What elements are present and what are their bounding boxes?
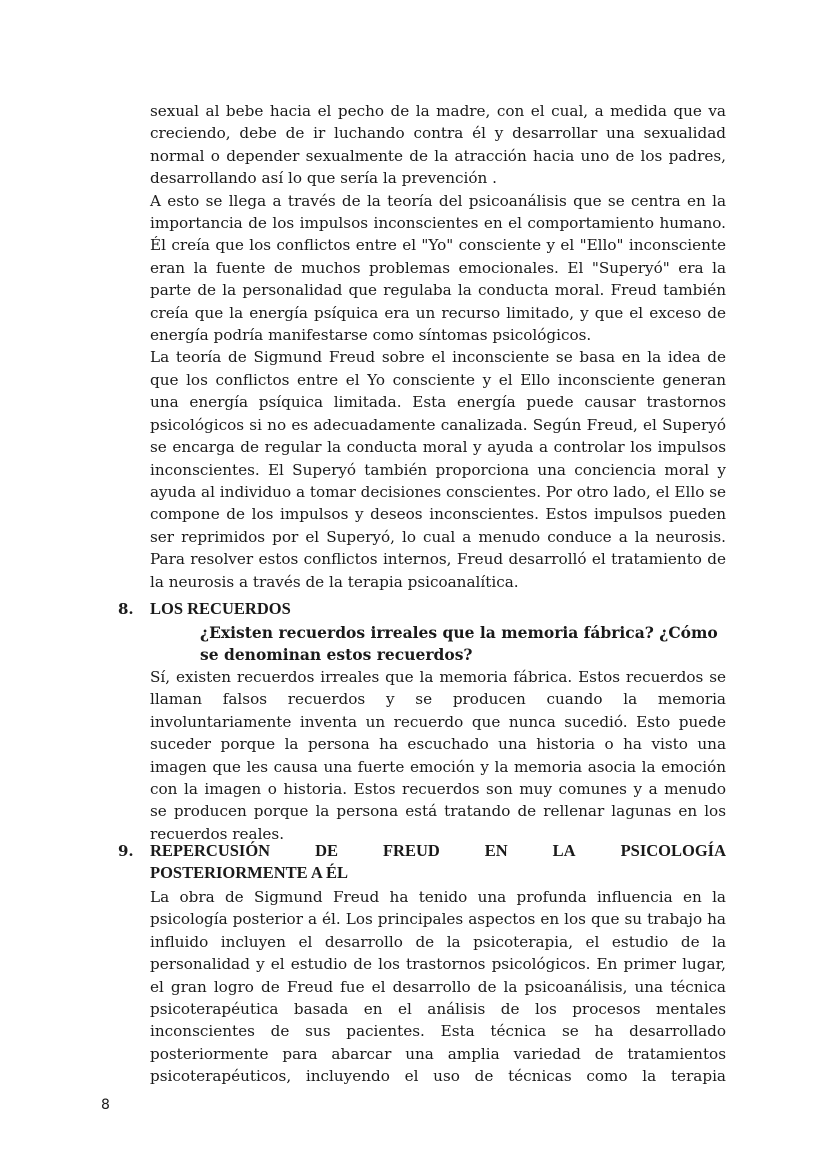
paragraph-freud-influence: La obra de Sigmund Freud ha tenido una profunda influencia en la psicología posterior a él. Los principales aspectos en los que su trabajo ha influido incluyen el desarrollo de la psicoterapia, el estudio de la personalidad y el estudio de los trastornos psicológicos. En primer lugar, el gran logro de Freud fue el desarrollo de la psicoanálisis, una técnica psicoterapéutica basada en el análisis de los procesos mentales inconscientes de sus pacientes. Esta técnica se ha desarrollado posteriormente para abarcar una amplia variedad de tratamientos psicoterapéuticos, incluyendo el uso de técnicas como la terapia bbox=[150, 888, 726, 1086]
section-9-title-line-2: POSTERIORMENTE A ÉL bbox=[150, 863, 349, 882]
paragraph-continuation: sexual al bebe hacia el pecho de la madre, con el cual, a medida que va creciendo, debe de ir luchando contra él y desarrollar una sexualidad normal o depender sexualmente de la atracción hacia uno de los padres, desarrollando así lo que sería la prevención . bbox=[150, 102, 726, 188]
title-word: LA bbox=[552, 841, 576, 860]
section-9-body bbox=[150, 886, 726, 1088]
section-8-answer bbox=[150, 666, 726, 845]
intro-text-block bbox=[150, 100, 726, 593]
title-word: FREUD bbox=[382, 841, 440, 860]
paragraph-false-memories: Sí, existen recuerdos irreales que la memoria fábrica. Estos recuerdos se llaman falsos recuerdos y se producen cuando la memoria involuntariamente inventa un recuerdo que nunca sucedió. Esto puede suceder porque la persona ha escuchado una historia o ha visto una imagen que les causa una fuerte emoción y la memoria asocia la emoción con la imagen o historia. Estos recuerdos son muy comunes y a menudo se producen porque la persona está tratando de rellenar lagunas en los recuerdos reales. bbox=[150, 668, 726, 843]
title-word: REPERCUSIÓN bbox=[150, 841, 271, 860]
title-word: DE bbox=[315, 841, 338, 860]
section-9-number: 9. bbox=[118, 842, 134, 860]
section-8-title: LOS RECUERDOS bbox=[150, 599, 291, 618]
paragraph-unconscious-theory: La teoría de Sigmund Freud sobre el inconsciente se basa en la idea de que los conflictos entre el Yo consciente y el Ello inconsciente generan una energía psíquica limitada. Esta energía puede causar trastornos psicológicos si no es adecuadamente canalizada. Según Freud, el Superyó se encarga de regular la conducta moral y ayuda a controlar los impulsos inconscientes. El Superyó también proporciona una conciencia moral y ayuda al individuo a tomar decisiones conscientes. Por otro lado, el Ello se compone de los impulsos y deseos inconscientes. Estos impulsos pueden ser reprimidos por el Superyó, lo cual a menudo conduce a la neurosis. Para resolver estos conflictos internos, Freud desarrolló el tratamiento de la neurosis a través de la terapia psicoanalítica. bbox=[150, 348, 726, 591]
section-8-question: ¿Existen recuerdos irreales que la memoria fábrica? ¿Cómo se denominan estos recuerdos? bbox=[200, 623, 718, 664]
section-9-title-line-1 bbox=[150, 840, 726, 862]
title-word: PSICOLOGÍA bbox=[620, 841, 726, 860]
title-word: EN bbox=[484, 841, 508, 860]
paragraph-psychoanalysis: A esto se llega a través de la teoría del psicoanálisis que se centra en la importancia de los impulsos inconscientes en el comportamiento humano. Él creía que los conflictos entre el "Yo" consciente y el "Ello" inconsciente eran la fuente de muchos problemas emocionales. El "Superyó" era la parte de la personalidad que regulaba la conducta moral. Freud también creía que la energía psíquica era un recurso limitado, y que el exceso de energía podría manifestarse como síntomas psicológicos. bbox=[150, 191, 726, 345]
page-number: 8 bbox=[101, 1097, 110, 1113]
section-8-number: 8. bbox=[118, 600, 134, 618]
section-9-title bbox=[150, 840, 726, 884]
